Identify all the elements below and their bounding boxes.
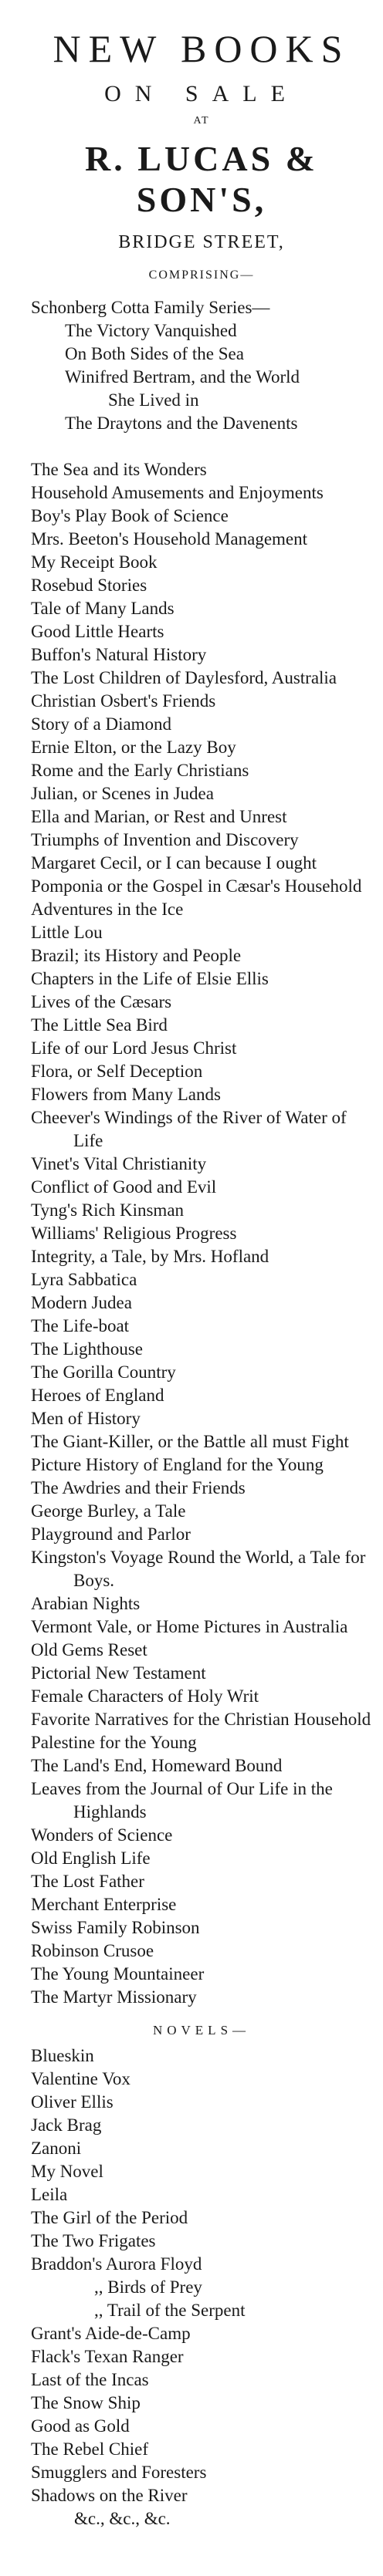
- series-item: The Draytons and the Davenents: [65, 414, 298, 433]
- book-item: Old English Life: [31, 1848, 151, 1868]
- book-item: Williams' Religious Progress: [31, 1224, 237, 1243]
- book-item: Good Little Hearts: [31, 622, 164, 641]
- novels-heading: NOVELS—: [152, 2023, 251, 2038]
- novel-item: The Girl of the Period: [31, 2208, 188, 2227]
- book-item: Merchant Enterprise: [31, 1895, 177, 1914]
- book-item: Cheever's Windings of the River of Water of Life: [31, 1108, 347, 1150]
- book-item: Old Gems Reset: [31, 1640, 147, 1659]
- novel-item: Grant's Aide-de-Camp: [31, 2324, 191, 2343]
- book-item: Vinet's Vital Christianity: [31, 1154, 207, 1173]
- book-item: Men of History: [31, 1409, 141, 1428]
- book-item: Conflict of Good and Evil: [31, 1177, 217, 1197]
- book-item: Wonders of Science: [31, 1825, 173, 1845]
- series-item: The Victory Vanquished: [65, 321, 237, 340]
- book-item: Palestine for the Young: [31, 1733, 197, 1752]
- book-item: The Land's End, Homeward Bound: [31, 1756, 283, 1775]
- book-item: Lives of the Cæsars: [31, 992, 172, 1011]
- book-item: Tyng's Rich Kinsman: [31, 1200, 185, 1220]
- novel-item: ,, Birds of Prey: [94, 2277, 202, 2297]
- book-item: My Receipt Book: [31, 552, 158, 572]
- book-item: The Lighthouse: [31, 1339, 143, 1359]
- book-item: Playground and Parlor: [31, 1524, 191, 1544]
- series-item: She Lived in: [108, 390, 199, 410]
- book-item: Picture History of England for the Young: [31, 1455, 324, 1474]
- novel-item: My Novel: [31, 2162, 103, 2181]
- novel-item: Valentine Vox: [31, 2069, 130, 2088]
- novel-item: Jack Brag: [31, 2115, 102, 2135]
- novel-item: Smugglers and Foresters: [31, 2463, 207, 2482]
- novel-item: Braddon's Aurora Floyd: [31, 2254, 202, 2274]
- book-item: The Lost Father: [31, 1872, 144, 1891]
- closing-etc: &c., &c., &c.: [74, 2509, 171, 2528]
- book-item: The Life-boat: [31, 1316, 130, 1335]
- book-item: The Little Sea Bird: [31, 1015, 168, 1035]
- novel-item: Leila: [31, 2185, 68, 2204]
- book-item: Vermont Vale, or Home Pictures in Australia: [31, 1617, 348, 1636]
- novel-item: ,, Trail of the Serpent: [94, 2301, 246, 2320]
- comprising-label: COMPRISING—: [148, 268, 255, 282]
- book-item: Margaret Cecil, or I can because I ought: [31, 853, 317, 873]
- novel-list: [31, 2044, 372, 2507]
- series-item: Winifred Bertram, and the World: [65, 367, 300, 387]
- seller-address: BRIDGE STREET,: [118, 232, 285, 252]
- book-item: Tale of Many Lands: [31, 599, 175, 618]
- book-item: Life of our Lord Jesus Christ: [31, 1038, 237, 1058]
- book-item: Heroes of England: [31, 1386, 164, 1405]
- book-item: Favorite Narratives for the Christian Household: [31, 1710, 371, 1729]
- book-item: Robinson Crusoe: [31, 1941, 154, 1960]
- book-item: Buffon's Natural History: [31, 645, 207, 664]
- series-title: Schonberg Cotta Family Series—: [31, 298, 270, 317]
- book-item: Household Amusements and Enjoyments: [31, 483, 324, 502]
- book-item: Kingston's Voyage Round the World, a Tale for Boys.: [31, 1548, 366, 1590]
- book-item: Lyra Sabbatica: [31, 1270, 137, 1289]
- headline-at: AT: [193, 115, 210, 127]
- book-item: Mrs. Beeton's Household Management: [31, 529, 308, 549]
- book-item: Integrity, a Tale, by Mrs. Hofland: [31, 1247, 269, 1266]
- book-item: The Young Mountaineer: [31, 1964, 205, 1983]
- novel-item: The Snow Ship: [31, 2393, 141, 2412]
- novel-item: Good as Gold: [31, 2416, 130, 2436]
- book-item: Arabian Nights: [31, 1594, 141, 1613]
- book-item: Ella and Marian, or Rest and Unrest: [31, 807, 287, 826]
- book-item: The Sea and its Wonders: [31, 460, 207, 479]
- novel-item: Flack's Texan Ranger: [31, 2347, 184, 2366]
- book-item: Pomponia or the Gospel in Cæsar's Household: [31, 876, 362, 896]
- book-item: Boy's Play Book of Science: [31, 506, 229, 525]
- novel-item: Last of the Incas: [31, 2370, 149, 2389]
- book-item: George Burley, a Tale: [31, 1501, 186, 1521]
- book-item: Flowers from Many Lands: [31, 1085, 221, 1104]
- book-item: Christian Osbert's Friends: [31, 691, 216, 711]
- book-item: The Gorilla Country: [31, 1362, 176, 1382]
- book-item: Female Characters of Holy Writ: [31, 1686, 259, 1706]
- novel-item: Oliver Ellis: [31, 2092, 114, 2112]
- book-item: Flora, or Self Deception: [31, 1062, 203, 1081]
- book-item: Brazil; its History and People: [31, 946, 242, 965]
- book-item: Swiss Family Robinson: [31, 1918, 200, 1937]
- headline-new-books: NEW BOOKS: [53, 27, 351, 70]
- book-item: Pictorial New Testament: [31, 1663, 206, 1683]
- book-item: Julian, or Scenes in Judea: [31, 784, 214, 803]
- book-item: Chapters in the Life of Elsie Ellis: [31, 969, 269, 988]
- book-item: The Giant-Killer, or the Battle all must Fight: [31, 1432, 349, 1451]
- book-item: Leaves from the Journal of Our Life in the Highlands: [31, 1779, 333, 1821]
- book-item: The Awdries and their Friends: [31, 1478, 246, 1497]
- book-item: Triumphs of Invention and Discovery: [31, 830, 299, 849]
- novel-item: The Rebel Chief: [31, 2439, 149, 2459]
- book-item: Rome and the Early Christians: [31, 761, 249, 780]
- novel-item: Zanoni: [31, 2139, 82, 2158]
- novel-item: The Two Frigates: [31, 2231, 156, 2250]
- book-item: Little Lou: [31, 923, 103, 942]
- book-item: Rosebud Stories: [31, 576, 147, 595]
- series-block: [31, 296, 372, 435]
- book-item: Story of a Diamond: [31, 714, 172, 734]
- novel-item: Shadows on the River: [31, 2486, 188, 2505]
- series-item: On Both Sides of the Sea: [65, 344, 244, 363]
- book-list: [31, 458, 372, 2009]
- book-item: The Martyr Missionary: [31, 1987, 197, 2007]
- headline-on-sale: ON SALE: [104, 81, 299, 106]
- novel-item: Blueskin: [31, 2046, 94, 2065]
- book-item: Ernie Elton, or the Lazy Boy: [31, 738, 236, 757]
- book-item: The Lost Children of Daylesford, Australia: [31, 668, 337, 687]
- book-item: Adventures in the Ice: [31, 900, 184, 919]
- seller-name: R. LUCAS & SON'S,: [85, 139, 318, 219]
- book-item: Modern Judea: [31, 1293, 132, 1312]
